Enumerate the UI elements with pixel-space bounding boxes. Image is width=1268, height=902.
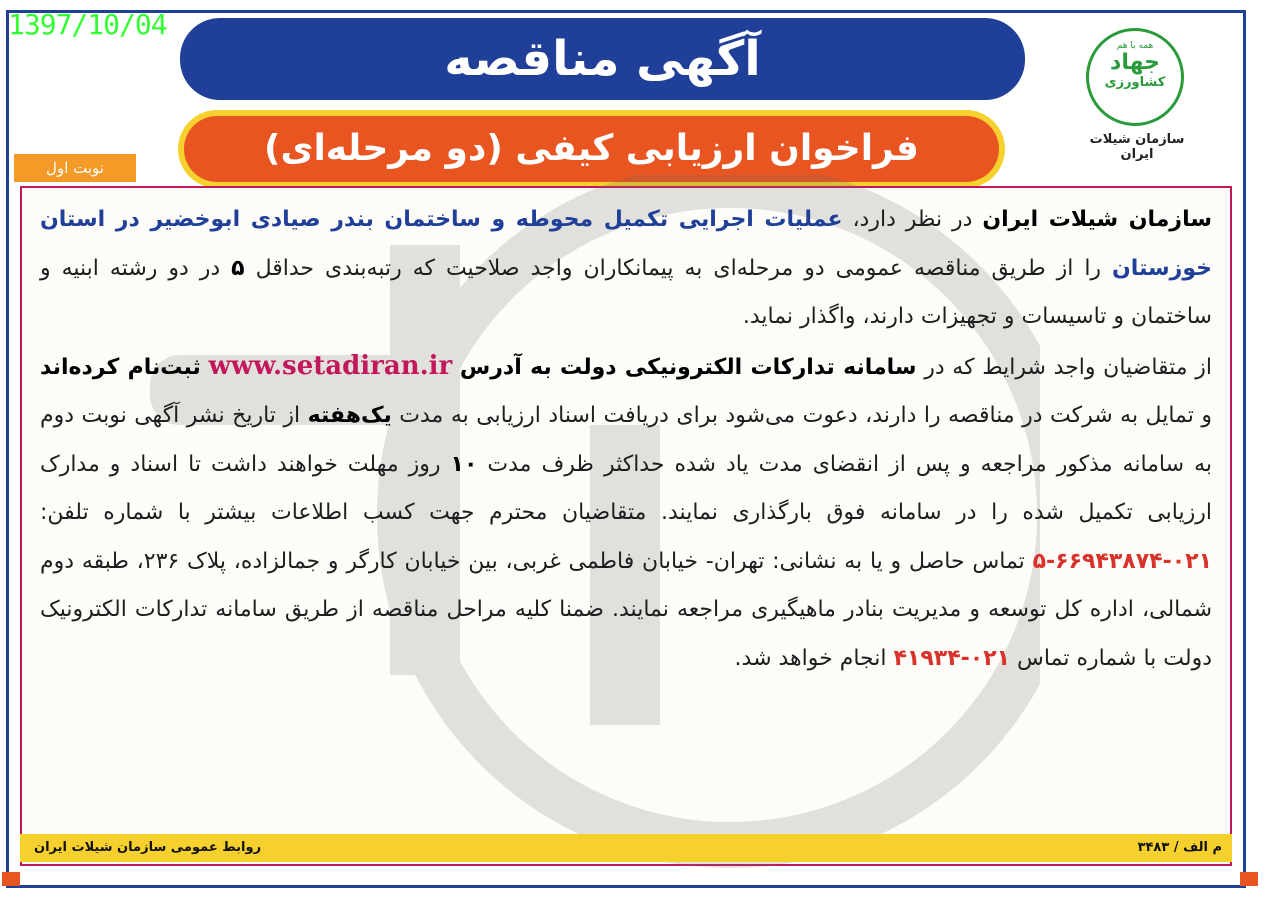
logo-main-text: جهاد (1110, 50, 1160, 75)
corner-mark (1240, 872, 1258, 886)
round-badge: نوبت اول (14, 154, 136, 182)
org-name: سازمان شیلات ایران (982, 207, 1212, 232)
notice-code: م الف / ۳۴۸۳ (1137, 840, 1222, 855)
document-period: یک‌هفته (307, 403, 392, 428)
e-procurement-system: سامانه تدارکات الکترونیکی دولت به آدرس (459, 354, 917, 380)
public-relations: روابط عمومی سازمان شیلات ایران (34, 840, 262, 855)
text-span: در نظر دارد، (842, 207, 983, 232)
text-span: از متقاضیان واجد شرایط که در (916, 354, 1213, 380)
notice-paragraph-2 (40, 342, 1212, 684)
page-title: آگهی مناقصه (180, 18, 1025, 100)
setadiran-link[interactable]: www.setadiran.ir (208, 350, 453, 381)
text-span: در دو رشته ابنیه و ساختمان و تاسیسات و تجهیزات دارند، واگذار نماید. (40, 255, 1212, 329)
logo-sub-text: کشاورزی (1104, 75, 1166, 90)
text-span: را از طریق مناقصه عمومی دو مرحله‌ای به پیمانکاران واجد صلاحیت که رتبه‌بندی حداقل (244, 255, 1113, 281)
text-span: تماس حاصل و یا به نشانی: تهران- خیابان فاطمی غربی، بین خیابان کارگر و جمالزاده، پلاک ۲۳۶، طبقه دوم شمالی، اداره کل توسعه و مدیریت بنادر ماهیگیری مراجعه نمایند. ضمنا کلیه مراحل مناقصه از طریق سامانه تدارکات الکترونیک دولت با شماره تماس (40, 548, 1212, 671)
support-phone: ۰۲۱-۴۱۹۳۴ (893, 645, 1011, 671)
logo-top-text: همه با هم (1116, 41, 1154, 51)
text-span: و تمایل به شرکت در مناقصه را دارند، دعوت می‌شود برای دریافت اسناد ارزیابی به مدت (391, 403, 1212, 428)
contact-phone: ۰۲۱-۶۶۹۴۳۸۷۴-۵ (1032, 548, 1213, 574)
org-caption: سازمان شیلات ایران (1089, 132, 1185, 162)
text-span: روز مهلت خواهند داشت تا اسناد و مدارک ارزیابی تکمیل شده را در سامانه فوق بارگذاری نمایند. متقاضیان محترم جهت کسب اطلاعات بیشتر با شماره تلفن: (40, 451, 1212, 525)
deadline-days: ۱۰ (450, 451, 478, 477)
corner-mark (2, 872, 20, 886)
min-grade: ۵ (231, 255, 245, 281)
text-span: از تاریخ نشر آگهی نوبت دوم به سامانه مذکور مراجعه و پس از انقضای مدت یاد شده حداکثر ظرف مدت (40, 403, 1212, 477)
page-subtitle: فراخوان ارزیابی کیفی (دو مرحله‌ای) (184, 116, 999, 182)
notice-body (40, 196, 1212, 683)
registered-text: ثبت‌نام کرده‌اند (40, 354, 201, 380)
notice-paragraph-1 (40, 196, 1212, 342)
text-span: انجام خواهد شد. (734, 645, 894, 671)
jahad-logo (1086, 28, 1184, 126)
date-stamp: 1397/10/04 (8, 8, 167, 41)
footer-strip (20, 834, 1232, 862)
project-name: عملیات اجرایی تکمیل محوطه و ساختمان بندر صیادی ابوخضیر در استان خوزستان (40, 207, 1212, 281)
